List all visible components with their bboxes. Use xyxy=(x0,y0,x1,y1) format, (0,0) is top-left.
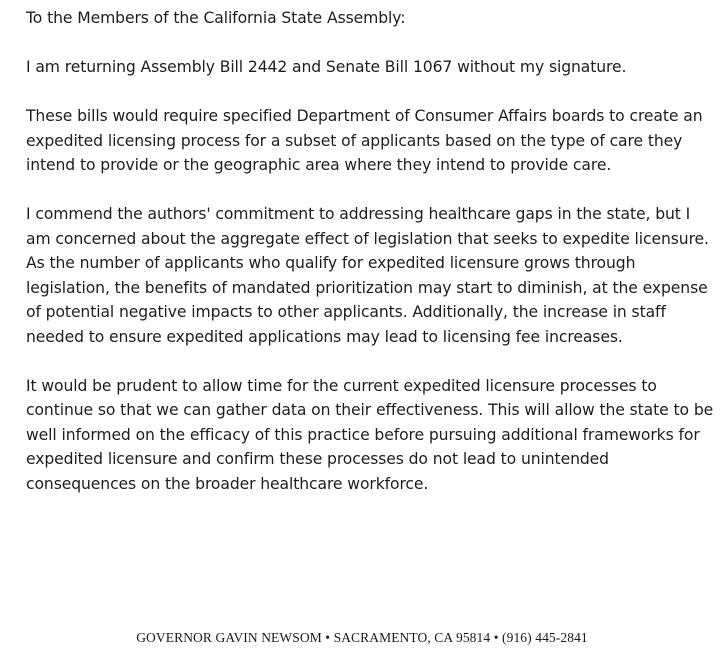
salutation: To the Members of the California State Assembly: xyxy=(26,9,406,27)
paragraph-4: It would be prudent to allow time for the current expedited licensure processes to continue so that we can gather data on their effectiveness. This will allow the state to be well informed on the efficacy of this practice before pursuing additional frameworks for expedited licensure and confirm these processes do not lead to unintended consequences on the broader healthcare workforce. xyxy=(26,376,714,493)
paragraph-2: These bills would require specified Department of Consumer Affairs boards to create an expedited licensing process for a subset of applicants based on the type of care they intend to provide or the geographic area where they intend to provide care. xyxy=(26,107,703,174)
paragraph-3: I commend the authors' commitment to addressing healthcare gaps in the state, but I am concerned about the aggregate effect of legislation that seeks to expedite licensure. As the number of applicants who qualify for expedited licensure grows through legislation, the benefits of mandated prioritization may start to diminish, at the expense of potential negative impacts to other applicants. Additionally, the increase in staff needed to ensure expedited applications may lead to licensing fee increases. xyxy=(26,205,709,346)
letter-body xyxy=(26,6,716,521)
paragraph-1: I am returning Assembly Bill 2442 and Senate Bill 1067 without my signature. xyxy=(26,58,627,76)
letterhead-footer: GOVERNOR GAVIN NEWSOM • SACRAMENTO, CA 95814 • (916) 445-2841 xyxy=(136,630,588,645)
